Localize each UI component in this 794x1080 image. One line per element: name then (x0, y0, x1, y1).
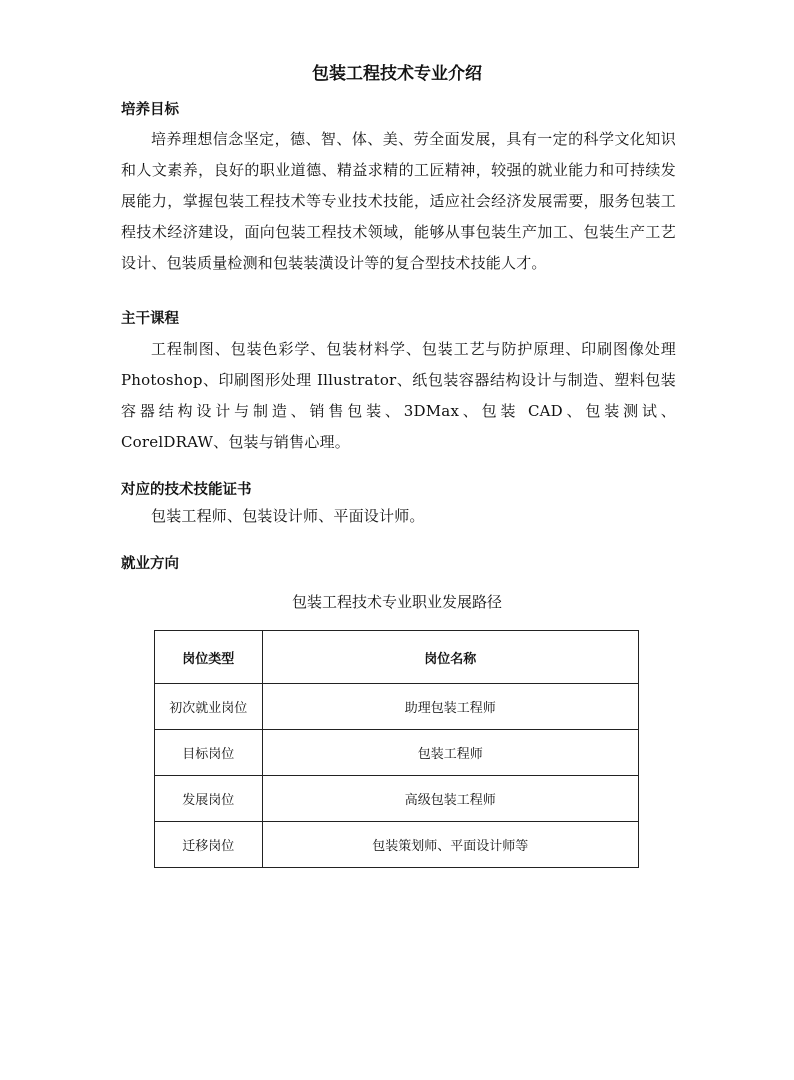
cell-position-name: 助理包装工程师 (262, 684, 638, 730)
cell-position-name: 包装策划师、平面设计师等 (262, 822, 638, 868)
table-caption: 包装工程技术专业职业发展路径 (291, 593, 502, 611)
section-heading-goals: 培养目标 (121, 102, 179, 118)
column-header-position-name: 岗位名称 (262, 631, 638, 684)
section-heading-employment: 就业方向 (121, 556, 179, 572)
section-body-certificates: 包装工程师、包装设计师、平面设计师。 (151, 507, 425, 525)
cell-position-type: 发展岗位 (155, 776, 263, 822)
cell-position-name: 包装工程师 (262, 730, 638, 776)
cell-position-type: 初次就业岗位 (155, 684, 263, 730)
career-path-table (154, 630, 639, 868)
cell-position-type: 目标岗位 (155, 730, 263, 776)
cell-position-type: 迁移岗位 (155, 822, 263, 868)
cell-position-name: 高级包装工程师 (262, 776, 638, 822)
table-row (155, 822, 639, 868)
table-row (155, 730, 639, 776)
table-header-row (155, 631, 639, 684)
column-header-position-type: 岗位类型 (155, 631, 263, 684)
table-row (155, 776, 639, 822)
page-title: 包装工程技术专业介绍 (312, 64, 482, 84)
section-body-courses: 工程制图、包装色彩学、包装材料学、包装工艺与防护原理、印刷图像处理Photoshop、印刷图形处理 Illustrator、纸包装容器结构设计与制造、塑料包装容器结构设计与制造、销售包装、3DMax、包装 CAD、包装测试、CorelDRAW、包装与销售心理。 (121, 340, 676, 451)
section-body-goals: 培养理想信念坚定，德、智、体、美、劳全面发展，具有一定的科学文化知识和人文素养，良好的职业道德、精益求精的工匠精神，较强的就业能力和可持续发展能力，掌握包装工程技术等专业技术技能，适应社会经济发展需要，服务包装工程技术经济建设，面向包装工程技术领域，能够从事包装生产加工、包装生产工艺设计、包装质量检测和包装装潢设计等的复合型技术技能人才。 (121, 130, 676, 272)
table-row (155, 684, 639, 730)
section-heading-courses: 主干课程 (121, 311, 179, 327)
section-heading-certificates: 对应的技术技能证书 (121, 482, 252, 498)
